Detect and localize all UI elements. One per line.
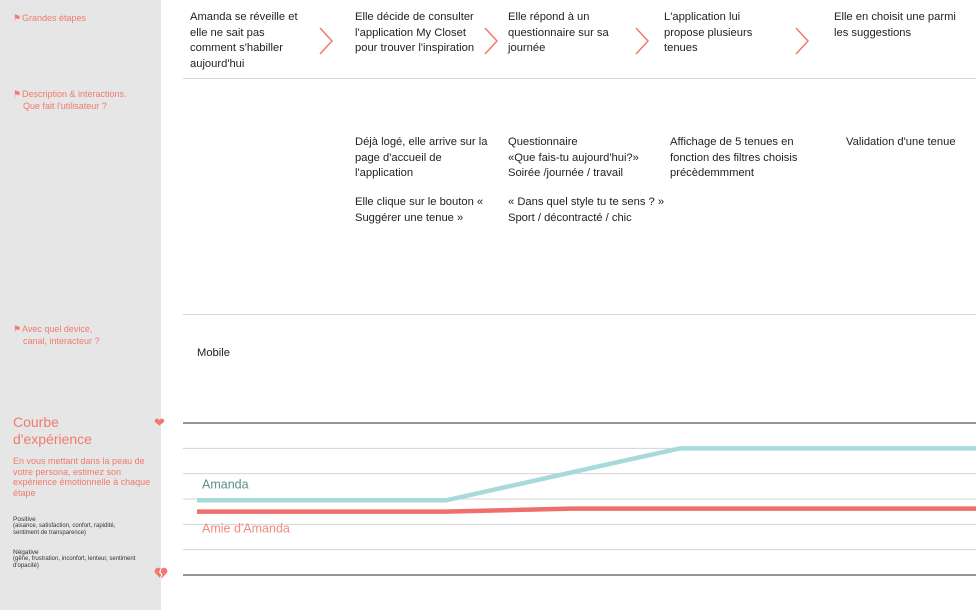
negative-detail: (gêne, frustration, inconfort, lenteur, sentiment d'opacité) <box>13 556 136 569</box>
interaction-col2-p2: Elle clique sur le bouton « Suggérer une tenue » <box>355 196 484 224</box>
series-label-amie-amanda: Amie d'Amanda <box>202 521 290 536</box>
stage-2: Elle décide de consulter l'application My Closet pour trouver l'inspiration <box>355 11 475 54</box>
device-label-line2: canal, interacteur ? <box>23 336 100 346</box>
flag-icon: ⚑ <box>13 324 22 334</box>
series-line-amie-amanda <box>197 509 976 512</box>
stage-5: Elle en choisit une parmi les suggestions <box>834 11 956 39</box>
description-label-line2: Que fait l'utilisateur ? <box>23 101 107 111</box>
questionnaire-a1: Soirée /journée / travail <box>508 167 624 179</box>
interaction-col4-p1: Affichage de 5 tenues en fonction des filtres choisis précèdemmment <box>670 136 798 179</box>
series-line-amanda <box>197 448 976 500</box>
questionnaire-title: Questionnaire <box>508 136 578 148</box>
stage-3: Elle répond à un questionnaire sur sa journée <box>508 11 609 54</box>
questionnaire-q1: «Que fais-tu aujourd'hui?» <box>508 151 639 164</box>
flag-icon: ⚑ <box>13 13 22 23</box>
questionnaire-a2: Sport / décontracté / chic <box>508 211 632 224</box>
curve-title-line1: Courbe <box>13 414 59 430</box>
interaction-col5-p1: Validation d'une tenue <box>846 136 956 148</box>
questionnaire-q2: « Dans quel style tu te sens ? » <box>508 196 665 208</box>
description-label-line1: Description & interactions. <box>22 89 127 99</box>
device-value: Mobile <box>197 347 230 359</box>
curve-title-line2: d'expérience <box>13 431 92 447</box>
stage-4: L'application lui propose plusieurs tenues <box>664 11 753 54</box>
heart-icon: ❤ <box>154 415 165 430</box>
stages-label-text: Grandes étapes <box>22 13 87 23</box>
flag-icon: ⚑ <box>13 89 22 99</box>
curve-hint: En vous mettant dans la peau de votre persona, estimez son expérience émotionnelle à chaque étape <box>13 456 151 498</box>
device-label-line1: Avec quel device, <box>22 324 93 334</box>
positive-detail: (aisance, satisfaction, confort, rapidité, sentiment de transparence) <box>13 523 116 536</box>
positive-title: Positive <box>13 516 36 523</box>
interaction-col2-p1: Déjà logé, elle arrive sur la page d'accueil de l'application <box>355 136 488 179</box>
negative-title: Négative <box>13 549 39 556</box>
stage-1: Amanda se réveille et elle ne sait pas comment s'habiller aujourd'hui <box>190 11 298 70</box>
series-label-amanda: Amanda <box>202 477 249 492</box>
